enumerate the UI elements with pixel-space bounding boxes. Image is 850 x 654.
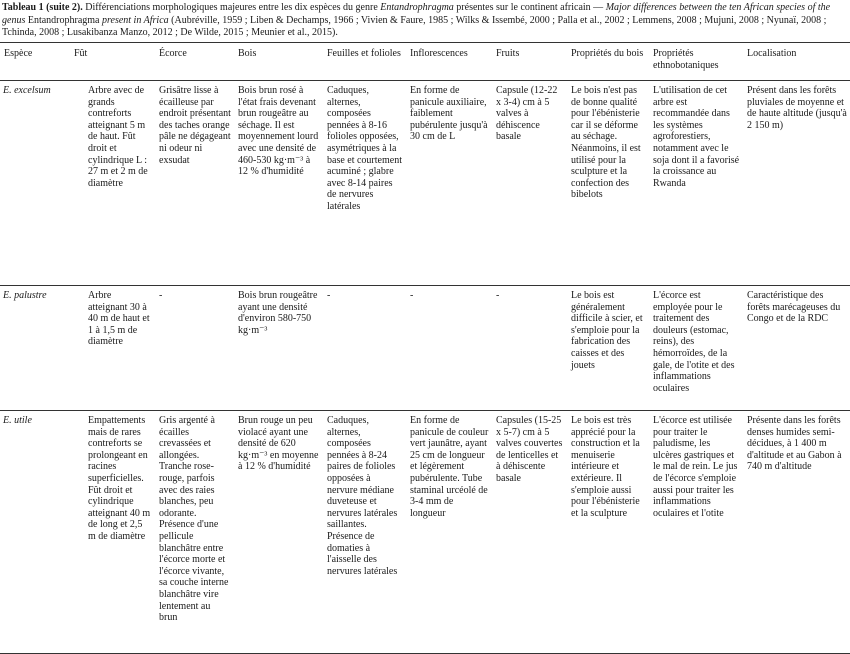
caption-english-a: Major differences between the ten African species of the genus bbox=[2, 2, 831, 26]
caption-genus-2: Entandrophragma bbox=[27, 14, 100, 26]
proprietes-bois-cell: Le bois n'est pas de bonne qualité pour l'ébénisterie car il se déforme au séchage. Néanmoins, il est utilisé pour la sculpture et la confection des bibelots bbox=[567, 81, 649, 286]
localisation-cell: Présente dans les forêts denses humides semi-décidues, à 1 400 m d'altitude et au Gabon à 740 m d'altitude bbox=[743, 411, 850, 654]
caption-french-b: présentes sur le continent africain — bbox=[453, 2, 606, 13]
bois-cell: Brun rouge un peu violacé ayant une densité de 620 kg·m⁻³ en moyenne à 12 % d'humidité bbox=[234, 411, 323, 654]
table-row bbox=[0, 81, 850, 286]
species-cell: E. palustre bbox=[0, 286, 70, 411]
inflorescences-cell: En forme de panicule auxiliaire, faiblement pubérulente jusqu'à 30 cm de L bbox=[406, 81, 492, 286]
header-localisation: Localisation bbox=[743, 43, 850, 81]
caption-french-a: Différenciations morphologiques majeures entre les dix espèces du genre bbox=[82, 2, 381, 13]
species-cell: E. utile bbox=[0, 411, 70, 654]
proprietes-bois-cell: Le bois est généralement difficile à scier, et s'emploie pour la fabrication des caisses et des jouets bbox=[567, 286, 649, 411]
fut-cell: Arbre avec de grands contreforts atteignant 5 m de haut. Fût droit et cylindrique L : 27 m et 2 m de diamètre bbox=[70, 81, 155, 286]
inflorescences-cell: - bbox=[406, 286, 492, 411]
fut-cell: Empattements mais de rares contreforts se prolongeant en racines superficielles. Fût droit et cylindrique atteignant 40 m de long et 2,5 m de diamètre bbox=[70, 411, 155, 654]
header-fut: Fût bbox=[70, 43, 155, 81]
proprietes-bois-cell: Le bois est très apprécié pour la construction et la menuiserie intérieure et extérieure. Il s'emploie aussi pour l'ébénisterie et la sculpture bbox=[567, 411, 649, 654]
species-table bbox=[0, 42, 850, 654]
ethnobotanique-cell: L'écorce est utilisée pour traiter le paludisme, les ulcères gastriques et le mal de rein. Le jus de l'écorce s'emploie aussi pour traiter les inflammations oculaires et l'otite bbox=[649, 411, 743, 654]
caption-references: (Aubréville, 1959 ; Liben & Dechamps, 1966 ; Vivien & Faure, 1985 ; Wilks & Issembé, 2000 ; Palla et al., 2002 ; Lemmens, 2008 ; Mujuni, 2008 ; Nyunaï, 2008 ; Tchinda, 2008 ; Lusakibanza Manzo, 2012 ; De Wilde, 2015 ; Meunier et al., 2015). bbox=[2, 14, 827, 38]
caption-label: Tableau 1 (suite 2). bbox=[2, 2, 83, 13]
table-caption bbox=[2, 2, 846, 40]
table-row bbox=[0, 286, 850, 411]
localisation-cell: Caractéristique des forêts marécageuses du Congo et de la RDC bbox=[743, 286, 850, 411]
ecorce-cell: Grisâtre lisse à écailleuse par endroit présentant des taches orange pâle ne dégageant ni odeur ni exsudat bbox=[155, 81, 234, 286]
header-inflorescences: Inflorescences bbox=[406, 43, 492, 81]
header-proprietes-bois: Propriétés du bois bbox=[567, 43, 649, 81]
inflorescences-cell: En forme de panicule de couleur vert jaunâtre, ayant 25 cm de longueur et légèrement pubérulente. Tube staminal urcéolé de 3-4 mm de longueur bbox=[406, 411, 492, 654]
table-row bbox=[0, 411, 850, 654]
fut-cell: Arbre atteignant 30 à 40 m de haut et 1 à 1,5 m de diamètre bbox=[70, 286, 155, 411]
ethnobotanique-cell: L'utilisation de cet arbre est recommandée dans les systèmes agroforestiers, notamment avec le soja dont il a favorisé la croissance au Rwanda bbox=[649, 81, 743, 286]
fruits-cell: Capsule (12-22 x 3-4) cm à 5 valves à déhiscence basale bbox=[492, 81, 567, 286]
ecorce-cell: Gris argenté à écailles crevassées et allongées. Tranche rose-rouge, parfois avec des raies blanches, peu odorante. Présence d'une pellicule blanchâtre entre l'écorce morte et l'écorce vivante, sa couche interne blanchâtre vire lentement au brun bbox=[155, 411, 234, 654]
bois-cell: Bois brun rosé à l'état frais devenant brun rougeâtre au séchage. Il est moyennement lourd avec une densité de 460-530 kg·m⁻³ à 12 % d'humidité bbox=[234, 81, 323, 286]
feuilles-cell: - bbox=[323, 286, 406, 411]
ecorce-cell: - bbox=[155, 286, 234, 411]
header-fruits: Fruits bbox=[492, 43, 567, 81]
ethnobotanique-cell: L'écorce est employée pour le traitement des douleurs (estomac, reins), des hémorroïdes, de la gale, de l'otite et des inflammations oculaires bbox=[649, 286, 743, 411]
fruits-cell: Capsules (15-25 x 5-7) cm à 5 valves couvertes de lenticelles et à déhiscente basale bbox=[492, 411, 567, 654]
header-feuilles: Feuilles et folioles bbox=[323, 43, 406, 81]
caption-english-b: present in Africa bbox=[99, 14, 169, 26]
fruits-cell: - bbox=[492, 286, 567, 411]
header-ethnobotanique: Propriétés ethnobotaniques bbox=[649, 43, 743, 81]
header-ecorce: Écorce bbox=[155, 43, 234, 81]
bois-cell: Bois brun rougeâtre ayant une densité d'environ 580-750 kg·m⁻³ bbox=[234, 286, 323, 411]
feuilles-cell: Caduques, alternes, composées pennées à 8-24 paires de folioles opposées à nervure médiane duveteuse et nervures latérales saillantes. Présence de domaties à l'aisselle des nervures latérales bbox=[323, 411, 406, 654]
header-espece: Espèce bbox=[0, 43, 70, 81]
feuilles-cell: Caduques, alternes, composées pennées à 8-16 folioles opposées, asymétriques à la base et courtement acuminé ; glabre avec 8-14 paires de nervures latérales bbox=[323, 81, 406, 286]
table-header-row bbox=[0, 43, 850, 81]
header-bois: Bois bbox=[234, 43, 323, 81]
species-cell: E. excelsum bbox=[0, 81, 70, 286]
localisation-cell: Présent dans les forêts pluviales de moyenne et de haute altitude (jusqu'à 2 150 m) bbox=[743, 81, 850, 286]
caption-genus-1: Entandrophragma bbox=[380, 2, 454, 13]
